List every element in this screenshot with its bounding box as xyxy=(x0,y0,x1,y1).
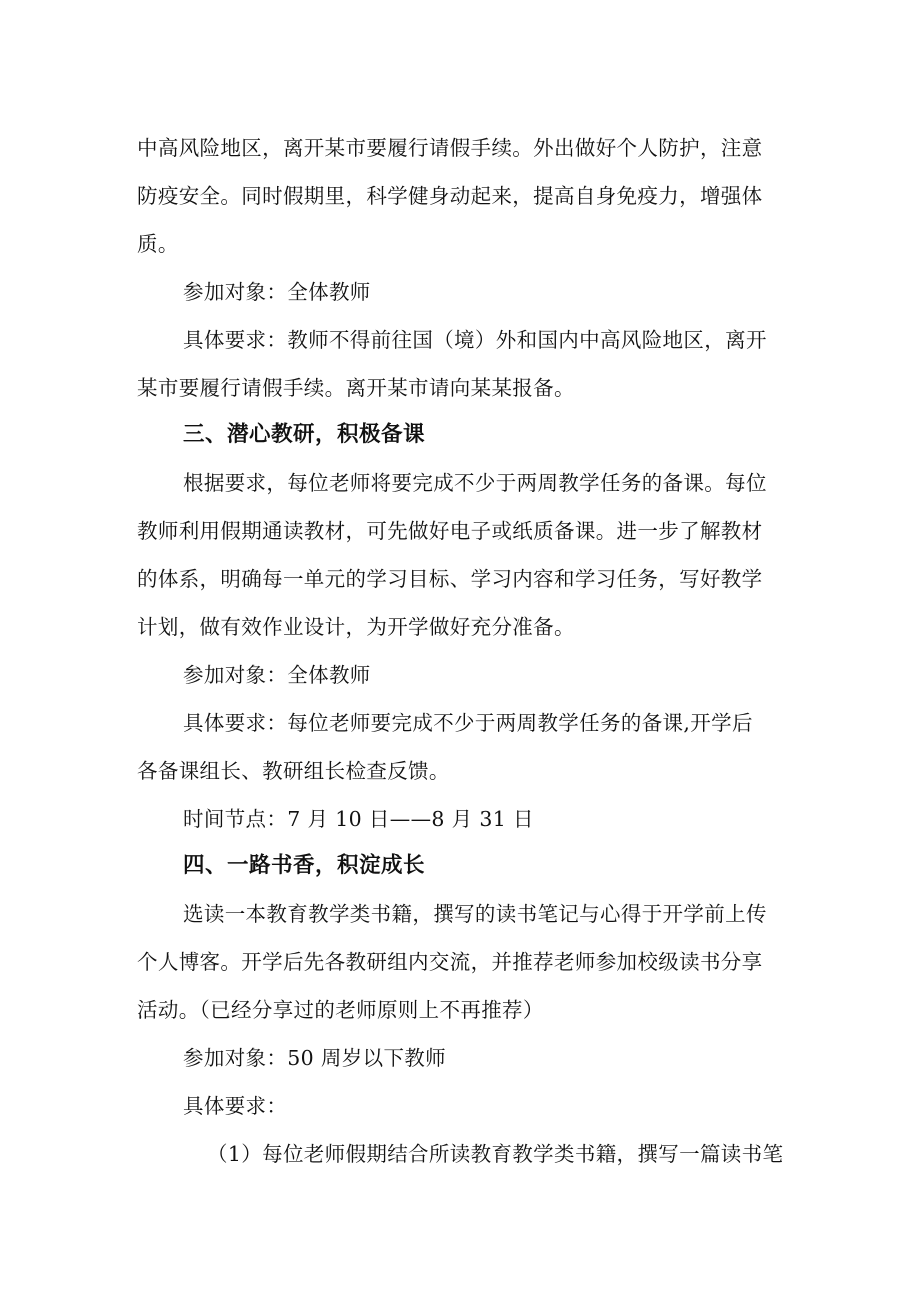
paragraph-line: 计划，做有效作业设计，为开学做好充分准备。 xyxy=(137,615,575,639)
participants-line: 参加对象：50 周岁以下教师 xyxy=(183,1046,447,1070)
paragraph-line: 中高风险地区，离开某市要履行请假手续。外出做好个人防护，注意 xyxy=(137,136,763,160)
time-line: 时间节点：7 月 10 日——8 月 31 日 xyxy=(183,807,534,831)
paragraph-line: 防疫安全。同时假期里，科学健身动起来，提高自身免疫力，增强体 xyxy=(137,184,763,208)
paragraph-line: 活动。（已经分享过的老师原则上不再推荐） xyxy=(137,998,544,1022)
requirements-label: 具体要求： xyxy=(183,1094,288,1118)
participants-line: 参加对象：全体教师 xyxy=(183,663,371,687)
section-heading: 四、一路书香，积淀成长 xyxy=(183,853,426,878)
requirements-line: 各备课组长、教研组长检查反馈。 xyxy=(137,759,450,783)
paragraph-line: 根据要求，每位老师将要完成不少于两周教学任务的备课。每位 xyxy=(183,471,767,495)
paragraph-line: 质。 xyxy=(137,232,179,256)
section-heading: 三、潜心教研，积极备课 xyxy=(183,422,426,447)
participants-line: 参加对象：全体教师 xyxy=(183,280,371,304)
list-item: （1）每位老师假期结合所读教育教学类书籍，撰写一篇读书笔 xyxy=(207,1142,784,1166)
paragraph-line: 的体系，明确每一单元的学习目标、学习内容和学习任务，写好教学 xyxy=(137,567,763,591)
paragraph-line: 个人博客。开学后先各教研组内交流，并推荐老师参加校级读书分享 xyxy=(137,950,763,974)
requirements-line: 某市要履行请假手续。离开某市请向某某报备。 xyxy=(137,376,575,400)
requirements-line: 具体要求：教师不得前往国（境）外和国内中高风险地区，离开 xyxy=(183,328,767,352)
paragraph-line: 选读一本教育教学类书籍，撰写的读书笔记与心得于开学前上传 xyxy=(183,902,767,926)
paragraph-line: 教师利用假期通读教材，可先做好电子或纸质备课。进一步了解教材 xyxy=(137,519,763,543)
requirements-line: 具体要求：每位老师要完成不少于两周教学任务的备课,开学后 xyxy=(183,711,753,735)
